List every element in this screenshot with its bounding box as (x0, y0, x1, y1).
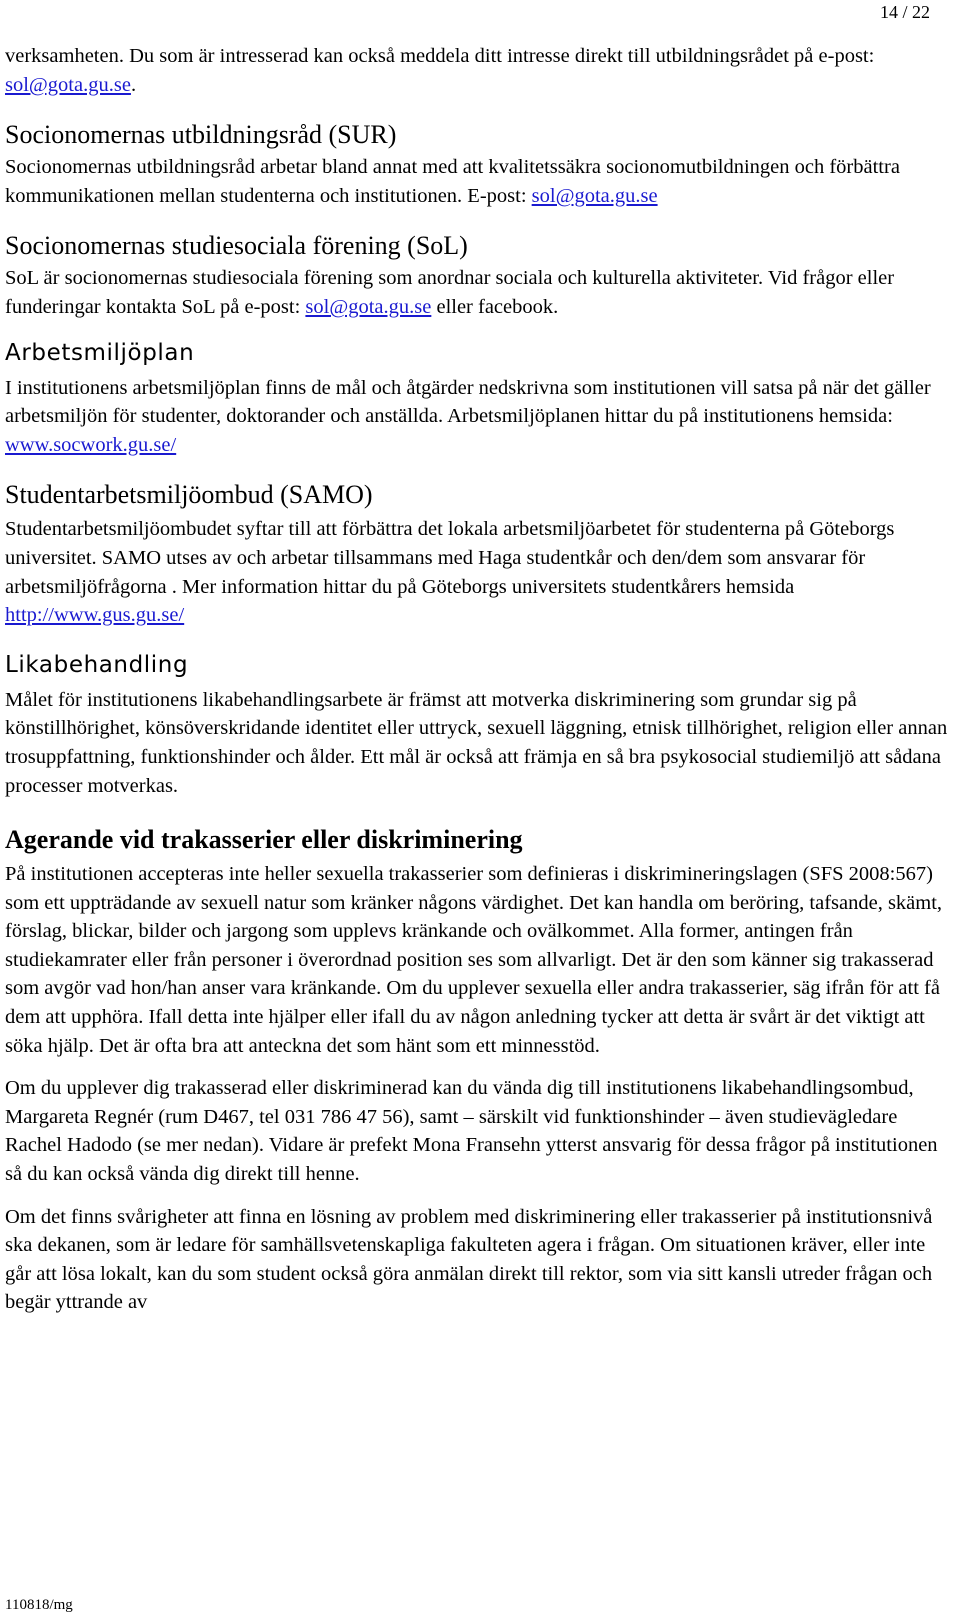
agerande-paragraph-2: Om du upplever dig trakasserad eller diskriminerad kan du vända dig till institutionens likabehandlingsombud, Margareta Regnér (rum D467, tel 031 786 47 56), samt – särskilt vid funktionshinder – även studievägledare Rachel Hadodo (se mer nedan). Vidare är prefekt Mona Fransehn ytterst ansvarig för dessa frågor på institutionen så du kan också vända dig direkt till henne. (5, 1077, 938, 1186)
footer-code: 110818/mg (5, 1597, 73, 1613)
intro-paragraph (5, 42, 950, 99)
sol-email-link[interactable]: sol@gota.gu.se (305, 295, 432, 318)
socwork-link[interactable]: www.socwork.gu.se/ (5, 433, 177, 456)
agerande-paragraph-3: Om det finns svårigheter att finna en lösning av problem med diskriminering eller trakasserier på institutionsnivå ska dekanen, som är ledare för samhällsvetenskapliga fakulteten agera i frågan. Om situationen kräver, eller inte går att lösa lokalt, kan du som student också göra anmälan direkt till rektor, som via sitt kansli utreder frågan och begär yttrande av (5, 1205, 933, 1314)
samo-heading: Studentarbetsmiljöombud (SAMO) (5, 480, 373, 510)
intro-email-link[interactable]: sol@gota.gu.se (5, 73, 131, 96)
intro-text: verksamheten. Du som är intresserad kan också meddela ditt intresse direkt till utbildningsrådet på e-post: (5, 45, 875, 67)
samo-paragraph (5, 515, 950, 629)
agerande-heading: Agerande vid trakasserier eller diskriminering (5, 825, 523, 855)
sol-paragraph (5, 264, 950, 321)
samo-text: Studentarbetsmiljöombudet syftar till att förbättra det lokala arbetsmiljöarbetet för studenterna på Göteborgs universitet. SAMO utses av och arbetar tillsammans med Haga studentkår och den/dem som ansvarar för arbetsmiljöfrågorna . Mer information hittar du på Göteborgs universitets studentkårers hemsida (5, 518, 895, 598)
sur-heading: Socionomernas utbildningsråd (SUR) (5, 120, 397, 150)
agerande-paragraph-1: På institutionen accepteras inte heller sexuella trakasserier som definieras i diskrimineringslagen (SFS 2008:567) som ett uppträdande av sexuell natur som kränker någons värdighet. Det kan handla om beröring, tafsande, skämt, förslag, blickar, bilder och jargong som upplevs kränkande och ovälkommet. Alla former, antingen från studiekamrater eller från personer i överordnad position ses som allvarligt. Det är den som känner sig trakasserad som avgör vad hon/han anser vara kränkande. Om du upplever sexuella eller andra trakasserier, säg ifrån för att få dem att upphöra. Ifall detta inte hjälper eller ifall du av någon anledning tycker att detta är svårt är det viktigt att söka hjälp. Det är ofta bra att anteckna det som hänt som ett minnesstöd. (5, 863, 943, 1057)
sur-email-link[interactable]: sol@gota.gu.se (531, 184, 658, 207)
likabehandling-paragraph: Målet för institutionens likabehandlingsarbete är främst att motverka diskriminering som grundar sig på könstillhörighet, könsöverskridande identitet eller uttryck, sexuell läggning, etnisk tillhörighet, religion eller annan trosuppfattning, funktionshinder och ålder. Ett mål är också att främja en så bra psykosocial studiemiljö att sådana processer motverkas. (5, 688, 948, 797)
arbetsmiljo-text: I institutionens arbetsmiljöplan finns de mål och åtgärder nedskrivna som institutionen vill satsa på när det gäller arbetsmiljön för studenter, doktorander och anställda. Arbetsmiljöplanen hittar du på institutionens hemsida: (5, 376, 931, 428)
arbetsmiljo-heading: Arbetsmiljöplan (5, 339, 195, 366)
sol-text-end: eller facebook. (431, 295, 559, 318)
document-body (5, 42, 950, 1317)
sur-text: Socionomernas utbildningsråd arbetar bland annat med att kvalitetssäkra socionomutbildningen och förbättra kommunikationen mellan studenterna och institutionen. E-post: (5, 156, 900, 207)
arbetsmiljo-paragraph (5, 374, 950, 460)
gus-link[interactable]: http://www.gus.gu.se/ (5, 604, 185, 627)
sol-text: SoL är socionomernas studiesociala förening som anordnar sociala och kulturella aktiviteter. Vid frågor eller funderingar kontakta SoL på e-post: (5, 267, 895, 318)
sur-paragraph (5, 153, 950, 210)
page-number: 14 / 22 (879, 2, 930, 22)
likabehandling-heading: Likabehandling (5, 651, 189, 678)
sol-heading: Socionomernas studiesociala förening (SoL) (5, 231, 468, 261)
intro-text-end: . (130, 73, 137, 96)
